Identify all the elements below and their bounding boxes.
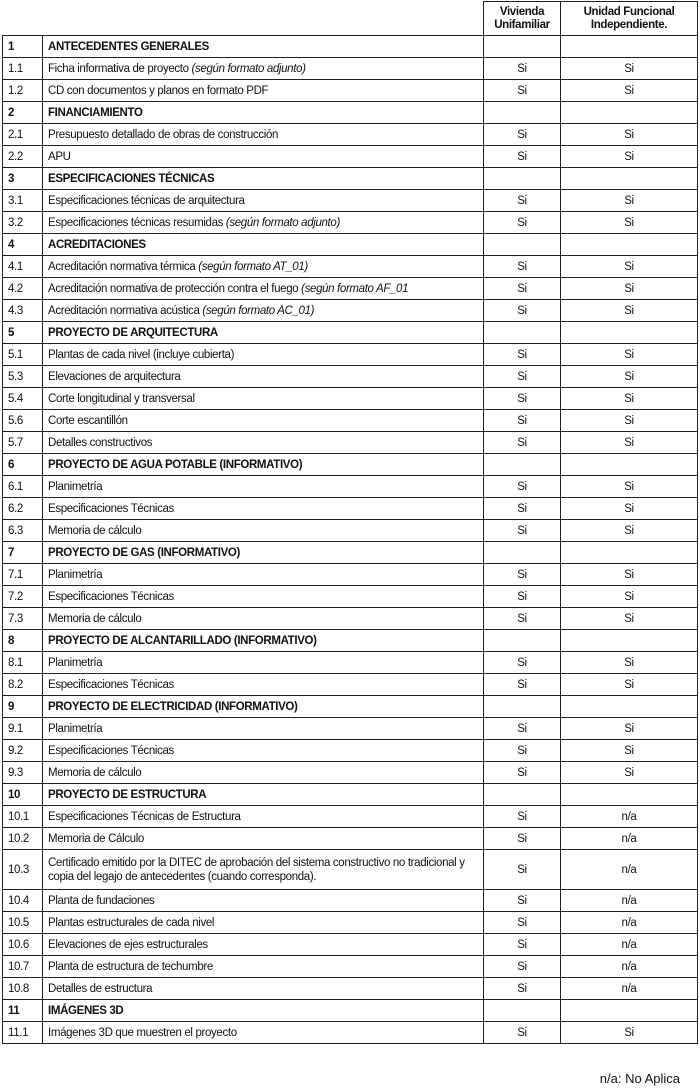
vivienda-value: Si — [484, 432, 561, 454]
vivienda-value — [484, 36, 561, 58]
vivienda-value: Si — [484, 366, 561, 388]
row-number: 5.7 — [3, 432, 43, 454]
table-row — [3, 124, 698, 146]
format-note: (según formato adjunto) — [225, 216, 340, 229]
table-row — [3, 410, 698, 432]
row-description — [43, 322, 484, 344]
vivienda-value: Si — [484, 890, 561, 912]
description-text: FINANCIAMIENTO — [48, 106, 143, 119]
table-row — [3, 146, 698, 168]
row-description — [43, 278, 484, 300]
vivienda-value: Si — [484, 1022, 561, 1044]
row-description — [43, 1000, 484, 1022]
row-description — [43, 956, 484, 978]
vivienda-value: Si — [484, 608, 561, 630]
row-number: 1.2 — [3, 80, 43, 102]
row-number: 6.3 — [3, 520, 43, 542]
unidad-value: Si — [561, 256, 698, 278]
row-description — [43, 498, 484, 520]
vivienda-value — [484, 322, 561, 344]
section-row — [3, 322, 698, 344]
description-text: Acreditación normativa de protección contra el fuego — [48, 282, 302, 295]
unidad-value: Si — [561, 410, 698, 432]
description-text: Plantas estructurales de cada nivel — [48, 916, 215, 929]
row-number: 2.1 — [3, 124, 43, 146]
vivienda-value: Si — [484, 978, 561, 1000]
unidad-value: Si — [561, 300, 698, 322]
unidad-value — [561, 542, 698, 564]
row-number: 10.8 — [3, 978, 43, 1000]
vivienda-value — [484, 696, 561, 718]
unidad-value — [561, 168, 698, 190]
table-row — [3, 564, 698, 586]
table-row — [3, 806, 698, 828]
row-description — [43, 432, 484, 454]
row-description — [43, 476, 484, 498]
table-row — [3, 256, 698, 278]
row-description — [43, 410, 484, 432]
row-number: 6.1 — [3, 476, 43, 498]
row-number: 10.4 — [3, 890, 43, 912]
row-number: 2 — [3, 102, 43, 124]
description-text: ESPECIFICACIONES TÉCNICAS — [48, 172, 215, 185]
description-text: Detalles de estructura — [48, 982, 153, 995]
vivienda-value: Si — [484, 212, 561, 234]
table-row — [3, 762, 698, 784]
row-description — [43, 674, 484, 696]
row-number: 7.1 — [3, 564, 43, 586]
description-text: Plantas de cada nivel (incluye cubierta) — [48, 348, 235, 361]
section-row — [3, 1000, 698, 1022]
table-row — [3, 674, 698, 696]
unidad-value: n/a — [561, 890, 698, 912]
row-number: 7 — [3, 542, 43, 564]
unidad-value: Si — [561, 586, 698, 608]
row-description — [43, 718, 484, 740]
table-row — [3, 586, 698, 608]
description-text: Especificaciones Técnicas — [48, 678, 174, 691]
format-note: (según formato AF_01 — [301, 282, 409, 295]
vivienda-value: Si — [484, 278, 561, 300]
description-text: PROYECTO DE ESTRUCTURA — [48, 788, 207, 801]
unidad-value: Si — [561, 718, 698, 740]
unidad-value: Si — [561, 740, 698, 762]
table-row — [3, 718, 698, 740]
description-text: Planimetría — [48, 656, 103, 669]
row-number: 1.1 — [3, 58, 43, 80]
description-text: Ficha informativa de proyecto — [48, 62, 192, 75]
description-text: Especificaciones Técnicas — [48, 502, 174, 515]
vivienda-value: Si — [484, 718, 561, 740]
row-number: 6 — [3, 454, 43, 476]
description-text: Especificaciones técnicas resumidas — [48, 216, 226, 229]
table-row — [3, 388, 698, 410]
unidad-value: n/a — [561, 978, 698, 1000]
description-text: Planimetría — [48, 568, 103, 581]
unidad-value: n/a — [561, 956, 698, 978]
unidad-value: n/a — [561, 850, 698, 890]
table-row — [3, 652, 698, 674]
table-row — [3, 498, 698, 520]
row-description — [43, 454, 484, 476]
row-description — [43, 762, 484, 784]
vivienda-value: Si — [484, 58, 561, 80]
vivienda-value — [484, 1000, 561, 1022]
vivienda-value — [484, 630, 561, 652]
table-row — [3, 80, 698, 102]
row-description — [43, 58, 484, 80]
unidad-value: Si — [561, 388, 698, 410]
unidad-value — [561, 454, 698, 476]
row-number: 3 — [3, 168, 43, 190]
row-description — [43, 564, 484, 586]
row-number: 10.7 — [3, 956, 43, 978]
description-text: ACREDITACIONES — [48, 238, 146, 251]
vivienda-value: Si — [484, 124, 561, 146]
vivienda-value: Si — [484, 850, 561, 890]
vivienda-value: Si — [484, 256, 561, 278]
unidad-value — [561, 784, 698, 806]
vivienda-value: Si — [484, 564, 561, 586]
row-number: 10.5 — [3, 912, 43, 934]
description-text: Memoria de cálculo — [48, 612, 142, 625]
row-description — [43, 1022, 484, 1044]
description-text: PROYECTO DE ARQUITECTURA — [48, 326, 218, 339]
vivienda-value: Si — [484, 828, 561, 850]
section-row — [3, 102, 698, 124]
description-text: Especificaciones Técnicas de Estructura — [48, 810, 241, 823]
requirements-table — [2, 1, 698, 1044]
description-text: Certificado emitido por la DITEC de aprobación del sistema constructivo no tradicional y copia del legajo de antecedentes (cuando corresponda). — [48, 856, 465, 883]
vivienda-value — [484, 168, 561, 190]
row-description — [43, 890, 484, 912]
row-description — [43, 912, 484, 934]
row-number: 5.4 — [3, 388, 43, 410]
vivienda-value: Si — [484, 498, 561, 520]
unidad-value: Si — [561, 432, 698, 454]
unidad-value: Si — [561, 762, 698, 784]
vivienda-value: Si — [484, 410, 561, 432]
row-number: 9.3 — [3, 762, 43, 784]
row-description — [43, 388, 484, 410]
table-row — [3, 476, 698, 498]
row-description — [43, 542, 484, 564]
footnote: n/a: No Aplica — [599, 1071, 680, 1086]
table-row — [3, 520, 698, 542]
table-row — [3, 1022, 698, 1044]
description-text: Planimetría — [48, 722, 103, 735]
unidad-value — [561, 630, 698, 652]
row-description — [43, 124, 484, 146]
row-number: 4 — [3, 234, 43, 256]
row-description — [43, 586, 484, 608]
vivienda-value: Si — [484, 674, 561, 696]
row-description — [43, 102, 484, 124]
row-number: 4.2 — [3, 278, 43, 300]
description-text: Especificaciones Técnicas — [48, 590, 174, 603]
table-row — [3, 890, 698, 912]
row-description — [43, 740, 484, 762]
description-text: CD con documentos y planos en formato PDF — [48, 84, 269, 97]
row-number: 2.2 — [3, 146, 43, 168]
row-number: 10.6 — [3, 934, 43, 956]
row-number: 11 — [3, 1000, 43, 1022]
unidad-value — [561, 1000, 698, 1022]
row-description — [43, 300, 484, 322]
row-description — [43, 784, 484, 806]
section-row — [3, 630, 698, 652]
row-number: 8.1 — [3, 652, 43, 674]
row-description — [43, 652, 484, 674]
section-row — [3, 234, 698, 256]
unidad-value: Si — [561, 344, 698, 366]
row-description — [43, 696, 484, 718]
row-description — [43, 366, 484, 388]
header-unidad: Unidad Funcional Independiente. — [561, 2, 698, 36]
vivienda-value: Si — [484, 934, 561, 956]
row-description — [43, 256, 484, 278]
row-description — [43, 190, 484, 212]
unidad-value: n/a — [561, 934, 698, 956]
table-row — [3, 432, 698, 454]
description-text: Memoria de Cálculo — [48, 832, 144, 845]
format-note: (según formato adjunto) — [191, 62, 306, 75]
row-description — [43, 630, 484, 652]
description-text: Elevaciones de arquitectura — [48, 370, 181, 383]
row-number: 11.1 — [3, 1022, 43, 1044]
section-row — [3, 36, 698, 58]
table-row — [3, 828, 698, 850]
vivienda-value — [484, 542, 561, 564]
row-description — [43, 828, 484, 850]
row-number: 3.2 — [3, 212, 43, 234]
row-description — [43, 934, 484, 956]
table-row — [3, 366, 698, 388]
row-description — [43, 978, 484, 1000]
unidad-value: Si — [561, 58, 698, 80]
table-row — [3, 956, 698, 978]
row-description — [43, 608, 484, 630]
table-row — [3, 608, 698, 630]
vivienda-value: Si — [484, 520, 561, 542]
row-number: 8 — [3, 630, 43, 652]
vivienda-value — [484, 784, 561, 806]
format-note: (según formato AC_01) — [202, 304, 315, 317]
format-note: (según formato AT_01) — [198, 260, 308, 273]
unidad-value — [561, 102, 698, 124]
description-text: Memoria de cálculo — [48, 524, 142, 537]
section-row — [3, 542, 698, 564]
table-row — [3, 934, 698, 956]
vivienda-value: Si — [484, 740, 561, 762]
vivienda-value: Si — [484, 652, 561, 674]
description-text: Acreditación normativa acústica — [48, 304, 203, 317]
table-header — [3, 2, 698, 36]
description-text: Memoria de cálculo — [48, 766, 142, 779]
row-number: 5.6 — [3, 410, 43, 432]
table-row — [3, 300, 698, 322]
vivienda-value: Si — [484, 806, 561, 828]
row-number: 5.1 — [3, 344, 43, 366]
description-text: Elevaciones de ejes estructurales — [48, 938, 208, 951]
table-row — [3, 190, 698, 212]
unidad-value: Si — [561, 652, 698, 674]
row-description — [43, 806, 484, 828]
description-text: Imágenes 3D que muestren el proyecto — [48, 1026, 237, 1039]
vivienda-value: Si — [484, 146, 561, 168]
row-number: 10.1 — [3, 806, 43, 828]
row-number: 7.2 — [3, 586, 43, 608]
unidad-value — [561, 36, 698, 58]
description-text: Corte escantillón — [48, 414, 128, 427]
unidad-value: Si — [561, 80, 698, 102]
row-number: 3.1 — [3, 190, 43, 212]
description-text: PROYECTO DE ELECTRICIDAD (INFORMATIVO) — [48, 700, 298, 713]
row-number: 4.3 — [3, 300, 43, 322]
vivienda-value: Si — [484, 476, 561, 498]
unidad-value: Si — [561, 520, 698, 542]
table-row — [3, 278, 698, 300]
unidad-value: n/a — [561, 828, 698, 850]
vivienda-value: Si — [484, 956, 561, 978]
unidad-value: Si — [561, 674, 698, 696]
description-text: Especificaciones Técnicas — [48, 744, 174, 757]
unidad-value: Si — [561, 146, 698, 168]
row-number: 10 — [3, 784, 43, 806]
row-description — [43, 146, 484, 168]
description-text: Especificaciones técnicas de arquitectura — [48, 194, 245, 207]
table-row — [3, 58, 698, 80]
description-text: PROYECTO DE GAS (INFORMATIVO) — [48, 546, 240, 559]
unidad-value: Si — [561, 190, 698, 212]
unidad-value: n/a — [561, 912, 698, 934]
row-number: 6.2 — [3, 498, 43, 520]
row-number: 9.2 — [3, 740, 43, 762]
vivienda-value — [484, 454, 561, 476]
row-description — [43, 212, 484, 234]
table-row — [3, 850, 698, 890]
unidad-value: Si — [561, 564, 698, 586]
description-text: PROYECTO DE ALCANTARILLADO (INFORMATIVO) — [48, 634, 317, 647]
unidad-value: Si — [561, 278, 698, 300]
row-number: 10.3 — [3, 850, 43, 890]
vivienda-value: Si — [484, 344, 561, 366]
description-text: PROYECTO DE AGUA POTABLE (INFORMATIVO) — [48, 458, 303, 471]
row-number: 7.3 — [3, 608, 43, 630]
row-number: 1 — [3, 36, 43, 58]
unidad-value: Si — [561, 1022, 698, 1044]
unidad-value: Si — [561, 124, 698, 146]
description-text: Planta de fundaciones — [48, 894, 155, 907]
unidad-value: Si — [561, 608, 698, 630]
vivienda-value: Si — [484, 388, 561, 410]
section-row — [3, 784, 698, 806]
vivienda-value: Si — [484, 912, 561, 934]
table-row — [3, 912, 698, 934]
section-row — [3, 696, 698, 718]
unidad-value — [561, 696, 698, 718]
vivienda-value: Si — [484, 190, 561, 212]
description-text: Planimetría — [48, 480, 103, 493]
row-number: 10.2 — [3, 828, 43, 850]
row-description — [43, 850, 484, 890]
row-description — [43, 234, 484, 256]
table-row — [3, 978, 698, 1000]
row-number: 4.1 — [3, 256, 43, 278]
table-row — [3, 344, 698, 366]
row-number: 5 — [3, 322, 43, 344]
row-number: 5.3 — [3, 366, 43, 388]
description-text: IMÁGENES 3D — [48, 1004, 124, 1017]
description-text: Corte longitudinal y transversal — [48, 392, 195, 405]
description-text: ANTECEDENTES GENERALES — [48, 40, 209, 53]
unidad-value: Si — [561, 498, 698, 520]
unidad-value — [561, 322, 698, 344]
row-description — [43, 520, 484, 542]
vivienda-value: Si — [484, 586, 561, 608]
description-text: Presupuesto detallado de obras de construcción — [48, 128, 279, 141]
header-vivienda: Vivienda Unifamiliar — [484, 2, 561, 36]
unidad-value: n/a — [561, 806, 698, 828]
row-description — [43, 36, 484, 58]
row-description — [43, 80, 484, 102]
unidad-value: Si — [561, 212, 698, 234]
unidad-value — [561, 234, 698, 256]
vivienda-value — [484, 102, 561, 124]
vivienda-value — [484, 234, 561, 256]
description-text: Acreditación normativa térmica — [48, 260, 199, 273]
vivienda-value: Si — [484, 80, 561, 102]
unidad-value: Si — [561, 476, 698, 498]
description-text: Detalles constructivos — [48, 436, 153, 449]
row-number: 9.1 — [3, 718, 43, 740]
description-text: Planta de estructura de techumbre — [48, 960, 213, 973]
section-row — [3, 454, 698, 476]
table-row — [3, 212, 698, 234]
section-row — [3, 168, 698, 190]
table-row — [3, 740, 698, 762]
vivienda-value: Si — [484, 300, 561, 322]
row-number: 9 — [3, 696, 43, 718]
description-text: APU — [48, 150, 71, 163]
row-number: 8.2 — [3, 674, 43, 696]
unidad-value: Si — [561, 366, 698, 388]
vivienda-value: Si — [484, 762, 561, 784]
row-description — [43, 168, 484, 190]
row-description — [43, 344, 484, 366]
